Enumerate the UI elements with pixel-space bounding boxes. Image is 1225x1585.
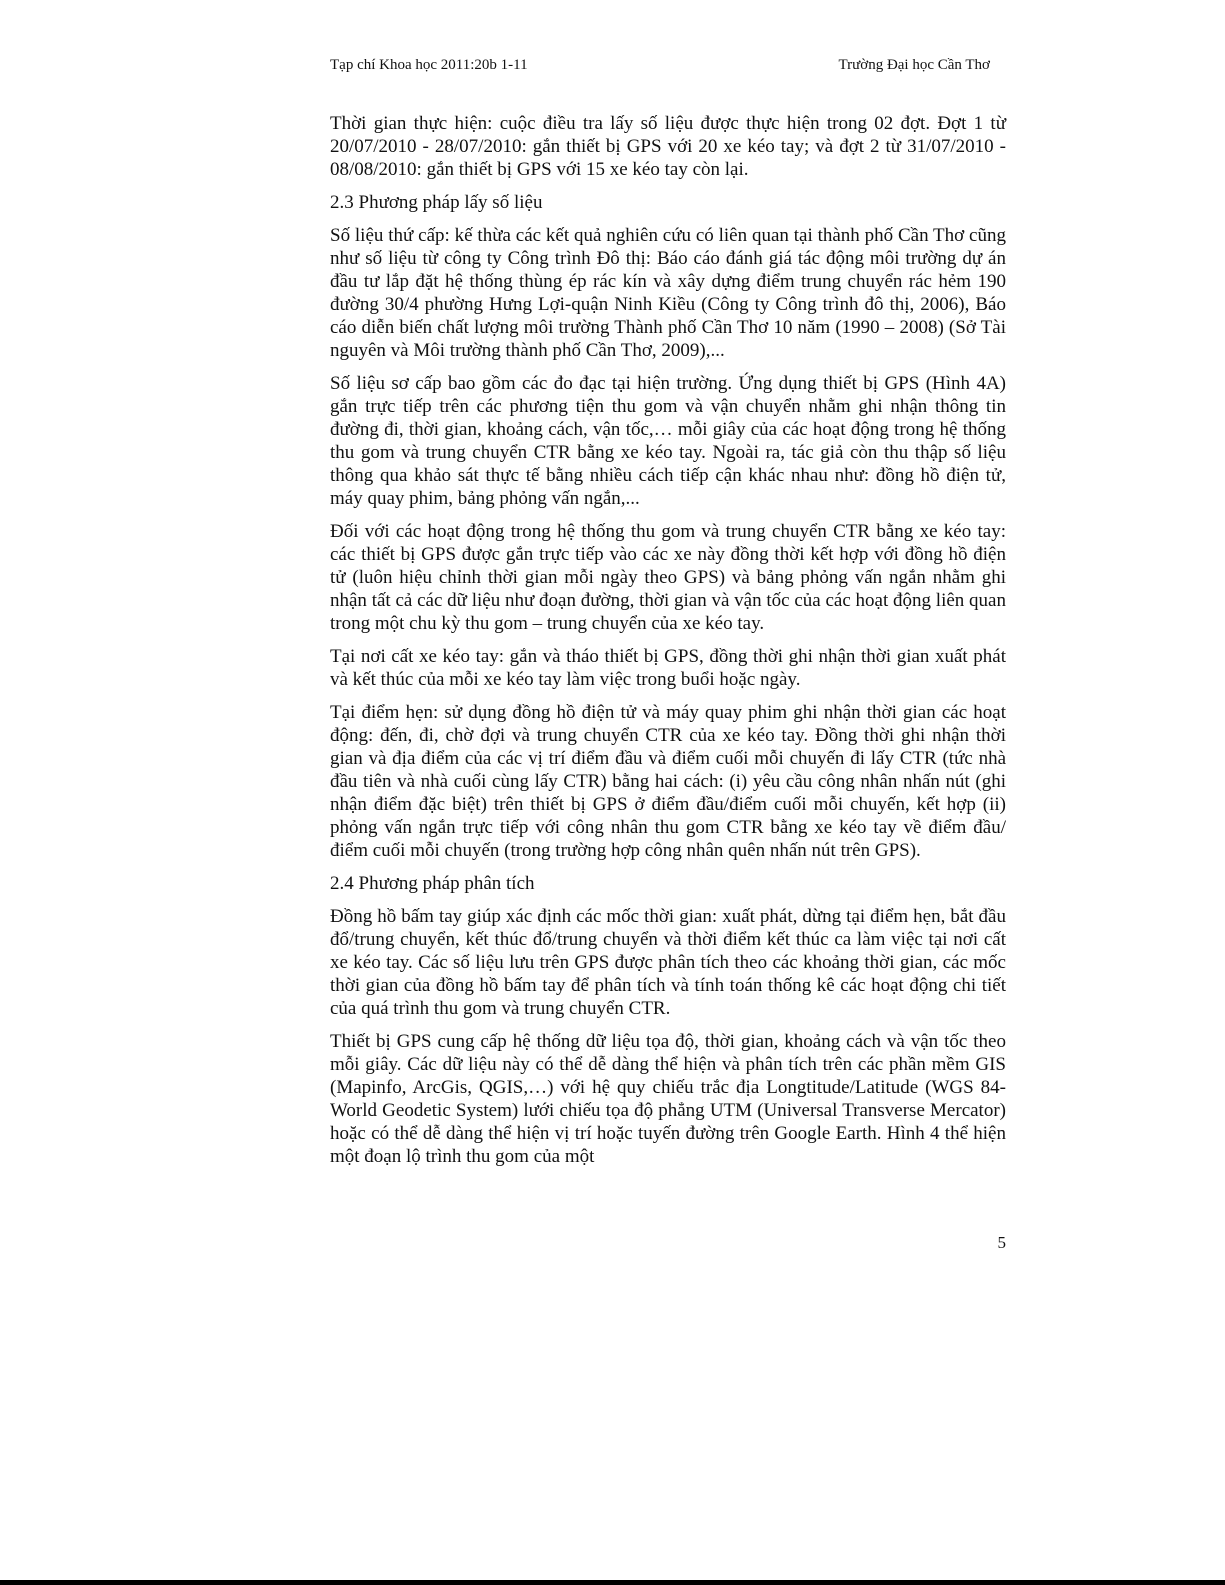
institution-header: Trường Đại học Cần Thơ <box>838 57 990 73</box>
section-heading-2-4: 2.4 Phương pháp phân tích <box>330 873 535 894</box>
paragraph-secondary-data: Số liệu thứ cấp: kế thừa các kết quả nghiên cứu có liên quan tại thành phố Cần Thơ cũng như số liệu từ công ty Công trình Đô thị: Báo cáo đánh giá tác động môi trường dự án đầu tư lắp đặt hệ thống thùng ép rác kín và xây dựng điểm trung chuyển rác hẻm 190 đường 30/4 phường Hưng Lợi-quận Ninh Kiều (Công ty Công trình đô thị, 2006), Báo cáo diễn biến chất lượng môi trường Thành phố Cần Thơ 10 năm (1990 – 2008) (Sở Tài nguyên và Môi trường thành phố Cần Thơ, 2009),... <box>330 225 1006 361</box>
section-heading-2-3: 2.3 Phương pháp lấy số liệu <box>330 192 543 213</box>
bottom-border <box>0 1580 1225 1585</box>
article-body <box>330 112 1006 1178</box>
paragraph-handcart-activities: Đối với các hoạt động trong hệ thống thu gom và trung chuyển CTR bằng xe kéo tay: các thiết bị GPS được gắn trực tiếp vào các xe này đồng thời kết hợp với đồng hồ điện tử (luôn hiệu chỉnh thời gian mỗi ngày theo GPS) và bảng phỏng vấn ngắn nhằm ghi nhận tất cả các dữ liệu như đoạn đường, thời gian và vận tốc của các hoạt động liên quan trong một chu kỳ thu gom – trung chuyển của xe kéo tay. <box>330 521 1006 634</box>
paragraph-handcart-storage: Tại nơi cất xe kéo tay: gắn và tháo thiết bị GPS, đồng thời ghi nhận thời gian xuất phát và kết thúc của mỗi xe kéo tay làm việc trong buổi hoặc ngày. <box>330 646 1006 690</box>
paragraph-implementation-time: Thời gian thực hiện: cuộc điều tra lấy số liệu được thực hiện trong 02 đợt. Đợt 1 từ 20/07/2010 - 28/07/2010: gắn thiết bị GPS với 20 xe kéo tay; và đợt 2 từ 31/07/2010 - 08/08/2010: gắn thiết bị GPS với 15 xe kéo tay còn lại. <box>330 113 1006 180</box>
journal-header: Tạp chí Khoa học 2011:20b 1-11 <box>330 57 528 73</box>
paragraph-stopwatch-analysis: Đồng hồ bấm tay giúp xác định các mốc thời gian: xuất phát, dừng tại điểm hẹn, bắt đầu đổ/trung chuyển, kết thúc đổ/trung chuyển và thời điểm kết thúc ca làm việc tại nơi cất xe kéo tay. Các số liệu lưu trên GPS được phân tích theo các khoảng thời gian, các mốc thời gian của đồng hồ bấm tay để phân tích và tính toán thống kê các hoạt động chi tiết của quá trình thu gom và trung chuyển CTR. <box>330 906 1006 1019</box>
page-number: 5 <box>997 1233 1006 1252</box>
paragraph-meeting-point: Tại điểm hẹn: sử dụng đồng hồ điện tử và máy quay phim ghi nhận thời gian các hoạt động: đến, đi, chờ đợi và trung chuyển CTR của xe kéo tay. Đồng thời ghi nhận thời gian và địa điểm của các vị trí điểm đầu và điểm cuối mỗi chuyến đi lấy CTR (tức nhà đầu tiên và nhà cuối cùng lấy CTR) bằng hai cách: (i) yêu cầu công nhân nhấn nút (ghi nhận điểm đặc biệt) trên thiết bị GPS ở điểm đầu/điểm cuối mỗi chuyến, kết hợp (ii) phỏng vấn ngắn trực tiếp với công nhân thu gom CTR bằng xe kéo tay về điểm đầu/điểm cuối mỗi chuyến (trong trường hợp công nhân quên nhấn nút trên GPS). <box>330 702 1006 861</box>
paragraph-gps-data: Thiết bị GPS cung cấp hệ thống dữ liệu tọa độ, thời gian, khoảng cách và vận tốc theo mỗi giây. Các dữ liệu này có thể dễ dàng thể hiện và phân tích trên các phần mềm GIS (Mapinfo, ArcGis, QGIS,…) với hệ quy chiếu trắc địa Longtitude/Latitude (WGS 84- World Geodetic System) lưới chiếu tọa độ phẳng UTM (Universal Transverse Mercator) hoặc có thể dễ dàng thể hiện vị trí hoặc tuyến đường trên Google Earth. Hình 4 thể hiện một đoạn lộ trình thu gom của một <box>330 1031 1006 1167</box>
paragraph-primary-data: Số liệu sơ cấp bao gồm các đo đạc tại hiện trường. Ứng dụng thiết bị GPS (Hình 4A) gắn trực tiếp trên các phương tiện thu gom và vận chuyển nhằm ghi nhận thông tin đường đi, thời gian, khoảng cách, vận tốc,… mỗi giây của các hoạt động trong hệ thống thu gom và trung chuyển CTR bằng xe kéo tay. Ngoài ra, tác giả còn thu thập số liệu thông qua khảo sát thực tế bằng nhiều cách tiếp cận khác nhau như: đồng hồ điện tử, máy quay phim, bảng phỏng vấn ngắn,... <box>330 373 1006 509</box>
